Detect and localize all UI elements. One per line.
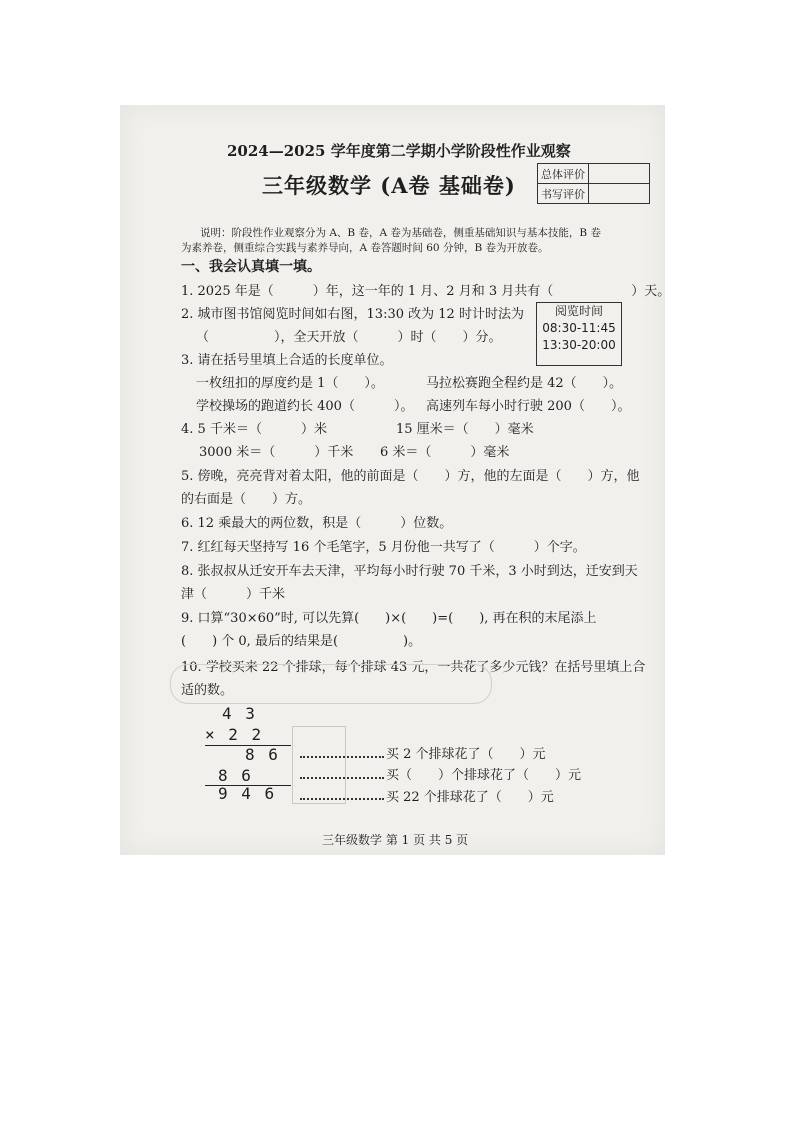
question-9-line1: 9. 口算“30×60”时, 可以先算( )×( )=( ), 再在积的末尾添上 (181, 611, 597, 626)
question-1: 1. 2025 年是（ ）年，这一年的 1 月、2 月和 3 月共有（ ）天。 (181, 284, 671, 299)
question-3a: 一枚纽扣的厚度约是 1（ ）。 (196, 376, 384, 391)
leader-dots-2 (300, 777, 384, 779)
question-2-line1: 2. 城市图书馆阅览时间如右图，13:30 改为 12 时计时法为 (181, 307, 524, 322)
question-9-line2: ( ) 个 0, 最后的结果是( )。 (181, 634, 422, 649)
question-4c: 3000 米＝（ ）千米 (199, 445, 354, 460)
calc-note-3: 买 22 个排球花了（ ）元 (386, 790, 554, 805)
question-7: 7. 红红每天坚持写 16 个毛笔字，5 月份他一共写了（ ）个字。 (181, 540, 586, 555)
section1-title: 一、我会认真填一填。 (181, 259, 321, 275)
calc-row-multiplicand: 4 3 (222, 704, 257, 723)
overall-evaluation-label: 总体评价 (538, 164, 589, 184)
question-5-line2: 的右面是（ ）方。 (181, 492, 312, 507)
question-3b: 马拉松赛跑全程约是 42（ ）。 (426, 376, 623, 391)
overall-evaluation-field[interactable] (589, 164, 650, 184)
calc-note-2: 买（ ）个排球花了（ ）元 (386, 768, 582, 783)
question-3: 3. 请在括号里填上合适的长度单位。 (181, 353, 393, 368)
question-6: 6. 12 乘最大的两位数，积是（ ）位数。 (181, 516, 453, 531)
question-5-line1: 5. 傍晚，亮亮背对着太阳，他的前面是（ ）方，他的左面是（ ）方，他 (181, 469, 640, 484)
library-hours-afternoon: 13:30-20:00 (542, 338, 616, 352)
instructions-line1: 说明：阶段性作业观察分为 A、B 卷，A 卷为基础卷，侧重基础知识与基本技能，B 卷 (200, 227, 601, 239)
question-3c: 学校操场的跑道约长 400（ ）。 (196, 399, 414, 414)
library-hours-box (536, 302, 622, 366)
faint-grid (292, 726, 346, 804)
writing-evaluation-label: 书写评价 (538, 184, 589, 204)
question-4b: 15 厘米＝（ ）毫米 (396, 422, 534, 437)
calc-product: 9 4 6 (218, 784, 277, 803)
question-10-line2: 适的数。 (181, 683, 234, 698)
question-4a: 4. 5 千米＝（ ）米 (181, 422, 327, 437)
question-3d: 高速列车每小时行驶 200（ ）。 (426, 399, 631, 414)
calc-note-1: 买 2 个排球花了（ ）元 (386, 747, 546, 762)
library-hours-title: 阅览时间 (554, 304, 603, 318)
question-8-line2: 津（ ）千米 (181, 587, 286, 602)
question-10-line1: 10. 学校买来 22 个排球，每个排球 43 元，一共花了多少元钱？在括号里填上合 (181, 660, 646, 675)
instructions-line2: 为素养卷，侧重综合实践与素养导向，A 卷答题时间 60 分钟，B 卷为开放卷。 (181, 242, 549, 254)
page-footer: 三年级数学 第 1 页 共 5 页 (322, 833, 469, 847)
calc-partial-2: 8 6 (218, 766, 253, 785)
question-2-line2: （ ），全天开放（ ）时（ ）分。 (196, 330, 502, 345)
leader-dots-1 (300, 756, 384, 758)
question-8-line1: 8. 张叔叔从迁安开车去天津，平均每小时行驶 70 千米，3 小时到达，迁安到天 (181, 564, 638, 579)
bleed-through-bubble (170, 664, 492, 704)
calc-row-multiplier: × 2 2 (205, 725, 264, 744)
page-header: 2024—2025 学年度第二学期小学阶段性作业观察 (227, 142, 571, 160)
calc-partial-1: 8 6 (245, 745, 280, 764)
leader-dots-3 (300, 798, 384, 800)
page-title: 三年级数学 (A卷 基础卷) (262, 173, 516, 198)
library-hours-morning: 08:30-11:45 (542, 321, 616, 335)
question-4d: 6 米＝（ ）毫米 (380, 445, 510, 460)
evaluation-table (537, 163, 650, 204)
writing-evaluation-field[interactable] (589, 184, 650, 204)
